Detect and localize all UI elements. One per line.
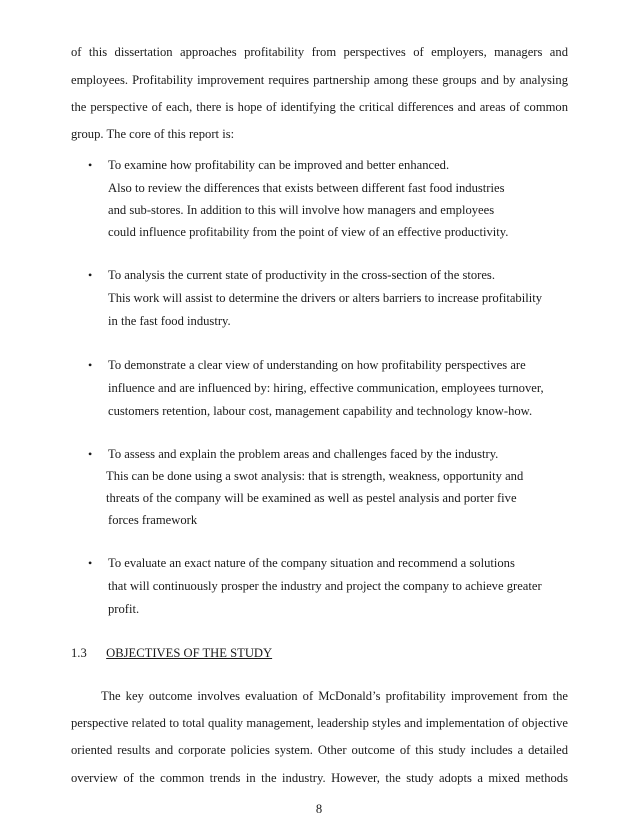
bullet-line: that will continuously prosper the industry and project the company to achieve greater	[108, 579, 542, 593]
bullet-line: To assess and explain the problem areas and challenges faced by the industry.	[108, 447, 499, 461]
closing-line: overview of the common trends in the industry. However, the study adopts a mixed methods	[71, 771, 568, 785]
closing-line: The key outcome involves evaluation of McDonald’s profitability improvement from the	[101, 689, 568, 703]
bullet-line: This work will assist to determine the drivers or alters barriers to increase profitability	[108, 291, 543, 305]
closing-line: oriented results and corporate policies system. Other outcome of this study includes a detailed	[71, 743, 568, 757]
bullet-icon: •	[88, 158, 93, 172]
page-number: 8	[315, 802, 323, 816]
section-title: OBJECTIVES OF THE STUDY	[106, 646, 273, 660]
bullet-line: To analysis the current state of productivity in the cross-section of the stores.	[108, 268, 495, 282]
intro-line: group. The core of this report is:	[71, 127, 235, 141]
bullet-icon: •	[88, 447, 93, 461]
section-number: 1.3	[71, 646, 87, 660]
bullet-line: in the fast food industry.	[108, 314, 231, 328]
bullet-line: threats of the company will be examined as well as pestel analysis and porter five	[106, 491, 517, 505]
bullet-icon: •	[88, 556, 93, 570]
bullet-line: This can be done using a swot analysis: that is strength, weakness, opportunity and	[106, 469, 524, 483]
bullet-line: profit.	[108, 602, 140, 616]
closing-line: perspective related to total quality management, leadership styles and implementation of objective	[71, 716, 568, 730]
bullet-line: To examine how profitability can be improved and better enhanced.	[108, 158, 450, 172]
bullet-line: Also to review the differences that exists between different fast food industries	[108, 181, 505, 195]
intro-line: the perspective of each, there is hope of identifying the critical differences and areas of common	[71, 100, 568, 114]
bullet-line: could influence profitability from the point of view of an effective productivity.	[108, 225, 509, 239]
section-heading	[71, 645, 272, 661]
bullet-line: influence and are influenced by: hiring, effective communication, employees turnover,	[108, 381, 544, 395]
bullet-icon: •	[88, 358, 93, 372]
bullet-line: To demonstrate a clear view of understanding on how profitability perspectives are	[108, 358, 526, 372]
bullet-line: forces framework	[108, 513, 198, 527]
bullet-line: customers retention, labour cost, management capability and technology know-how.	[108, 404, 533, 418]
intro-line: of this dissertation approaches profitability from perspectives of employers, managers and	[71, 45, 568, 59]
bullet-line: and sub-stores. In addition to this will involve how managers and employees	[108, 203, 495, 217]
bullet-icon: •	[88, 268, 93, 282]
bullet-line: To evaluate an exact nature of the company situation and recommend a solutions	[108, 556, 515, 570]
intro-line: employees. Profitability improvement requires partnership among these groups and by analysing	[71, 73, 568, 87]
